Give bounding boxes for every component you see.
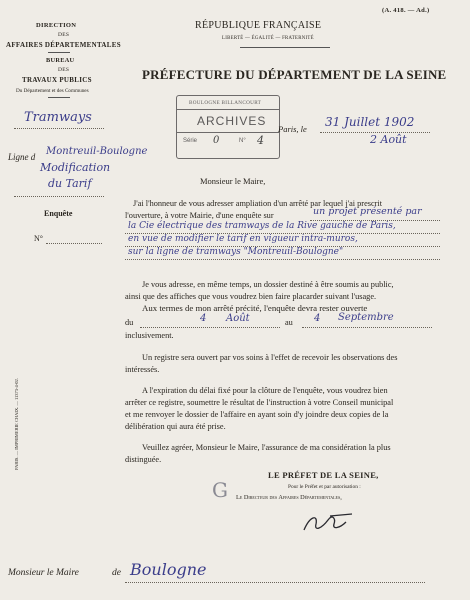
p3-from-number: 4 bbox=[200, 313, 207, 324]
p3-inclusivement: inclusivement. bbox=[125, 331, 174, 340]
page-reference: (A. 418. — Ad.) bbox=[382, 7, 430, 14]
p2-line-1: Je vous adresse, en même temps, un dossier destiné à être soumis au public, bbox=[142, 280, 394, 289]
addressee-de: de bbox=[112, 568, 121, 578]
p5-line-4: délibération qui aura été prise. bbox=[125, 422, 226, 431]
ligne-hand-1: Montreuil-Boulogne bbox=[46, 146, 148, 157]
p6-line-2: distinguée. bbox=[125, 455, 162, 464]
stamp-series-label: Série bbox=[183, 138, 198, 144]
stamp-series-number: 0 bbox=[213, 135, 220, 146]
dotted-line bbox=[125, 259, 440, 260]
stamp-top: BOULOGNE BILLANCOURT bbox=[189, 100, 262, 106]
header-du-dept: Du Département et des Communes bbox=[16, 88, 89, 94]
divider bbox=[48, 52, 70, 53]
salutation: Monsieur le Maire, bbox=[200, 176, 266, 186]
p3-to-number: 4 bbox=[314, 313, 321, 324]
p1-hand-4: sur la ligne de tramways "Montreuil-Boulogne" bbox=[128, 247, 344, 257]
header-travaux: TRAVAUX PUBLICS bbox=[22, 76, 92, 84]
header-des: DES bbox=[58, 32, 70, 38]
stamp-middle: ARCHIVES bbox=[197, 114, 267, 128]
p3-line-1: Aux termes de mon arrêté précité, l'enquête devra rester ouverte bbox=[142, 303, 368, 313]
dotted-line bbox=[302, 327, 432, 328]
dotted-line bbox=[14, 196, 104, 197]
signature-initials: G bbox=[212, 478, 228, 502]
prefet-title: LE PRÉFET DE LA SEINE, bbox=[268, 470, 379, 480]
dotted-line bbox=[14, 128, 104, 129]
p4-line-1: Un registre sera ouvert par vos soins à l'effet de recevoir les observations des bbox=[142, 353, 398, 362]
ligne-hand-3: du Tarif bbox=[48, 177, 92, 190]
printer-mark: PARIS. — IMPRIMERIE CHAIX. — 11373-4-02. bbox=[14, 378, 19, 470]
header-des-2: DES bbox=[58, 67, 70, 73]
signature-directeur: Le Directeur des Affaires Départementales, bbox=[236, 494, 342, 501]
republique-title: RÉPUBLIQUE FRANÇAISE bbox=[195, 20, 322, 31]
p2-line-2: ainsi que des affiches que vous voudrez bien faire placarder suivant l'usage. bbox=[125, 292, 377, 301]
stamp-rule bbox=[177, 109, 279, 110]
header-direction: DIRECTION bbox=[36, 22, 77, 29]
p3-au: au bbox=[285, 318, 293, 327]
dotted-line bbox=[140, 327, 280, 328]
ligne-hand-2: Modification bbox=[40, 161, 111, 174]
stamp-rule bbox=[177, 132, 279, 133]
divider bbox=[48, 97, 70, 98]
p1-hand-2: la Cie électrique des tramways de la Rive gauche de Paris, bbox=[128, 221, 396, 231]
p3-du: du bbox=[125, 318, 134, 327]
p5-line-1: A l'expiration du délai fixé pour la clôture de l'enquête, vous voudrez bien bbox=[142, 386, 388, 395]
divider bbox=[240, 47, 330, 48]
date-place: Paris, le bbox=[278, 124, 307, 134]
handwritten-signature bbox=[300, 508, 360, 538]
p1-line-1: J'ai l'honneur de vous adresser ampliation d'un arrêté par lequel j'ai prescrit bbox=[133, 199, 383, 208]
p1-line-2: l'ouverture, à votre Mairie, d'une enquête sur bbox=[125, 211, 274, 220]
handwritten-date-note: 2 Août bbox=[370, 133, 407, 146]
numero-label: N° bbox=[34, 234, 43, 243]
prefecture-title: PRÉFECTURE DU DÉPARTEMENT DE LA SEINE bbox=[142, 67, 447, 82]
p3-from-month: Août bbox=[226, 313, 250, 324]
stamp-n-label: N° bbox=[239, 138, 246, 144]
stamp-n-number: 4 bbox=[257, 134, 264, 147]
addressee-town: Boulogne bbox=[130, 560, 207, 579]
enquete-label: Enquête bbox=[44, 209, 73, 218]
header-affaires: AFFAIRES DÉPARTEMENTALES bbox=[6, 41, 121, 49]
handwritten-subject: Tramways bbox=[24, 110, 92, 125]
header-bureau: BUREAU bbox=[46, 57, 75, 64]
dotted-line bbox=[125, 582, 425, 583]
p5-line-2: arrêter ce registre, soumettre le résultat de l'instruction à votre Conseil municipal bbox=[125, 398, 394, 407]
p5-line-3: et me renvoyer le dossier de l'affaire en ayant soin d'y joindre deux copies de la bbox=[125, 410, 389, 419]
dotted-line bbox=[46, 243, 102, 244]
p6-line-1: Veuillez agréer, Monsieur le Maire, l'assurance de ma considération la plus bbox=[142, 443, 391, 452]
p1-hand-3: en vue de modifier le tarif en vigueur intra-muros, bbox=[128, 234, 358, 244]
signature-pour: Pour le Préfet et par autorisation : bbox=[288, 484, 361, 490]
addressee-label: Monsieur le Maire bbox=[8, 568, 79, 578]
p1-hand-1: un projet présenté par bbox=[313, 206, 422, 217]
p3-to-month: Septembre bbox=[338, 312, 394, 323]
motto: LIBERTÉ — ÉGALITÉ — FRATERNITÉ bbox=[222, 36, 314, 41]
ligne-label: Ligne d bbox=[8, 152, 36, 162]
handwritten-date: 31 Juillet 1902 bbox=[325, 115, 415, 129]
archives-stamp bbox=[176, 95, 280, 159]
p4-line-2: intéressés. bbox=[125, 365, 160, 374]
